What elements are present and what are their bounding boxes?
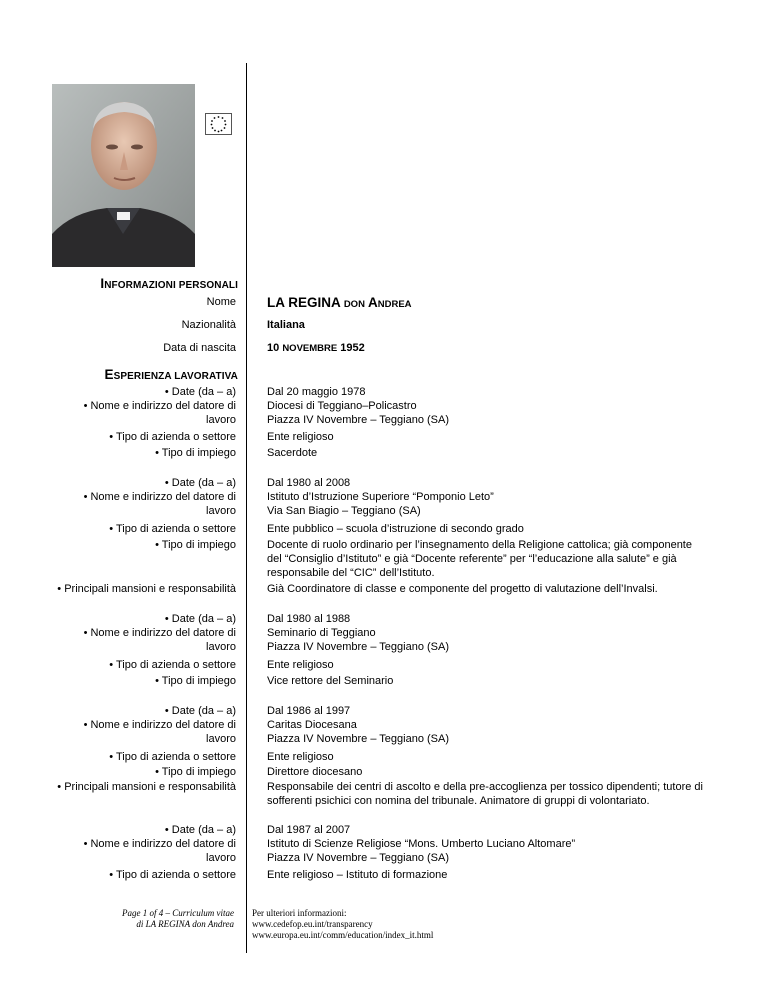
label-date: • Date (da – a) (164, 705, 236, 717)
label-employer-cont: lavoro (206, 641, 236, 653)
entry-address: Via San Biagio – Teggiano (SA) (267, 505, 421, 517)
label-employer-cont: lavoro (206, 852, 236, 864)
label-nazionalita: Nazionalità (181, 319, 236, 331)
label-employer: • Nome e indirizzo del datore di (83, 719, 236, 731)
label-employer-cont: lavoro (206, 505, 236, 517)
entry-address: Piazza IV Novembre – Teggiano (SA) (267, 414, 449, 426)
entry-sector: Ente religioso – Istituto di formazione (267, 869, 448, 881)
footer-link-europa[interactable]: www.europa.eu.int/comm/education/index_it.html (252, 930, 434, 940)
entry-sector: Ente religioso (267, 751, 334, 763)
label-data-nascita: Data di nascita (163, 342, 236, 354)
label-sector: • Tipo di azienda o settore (109, 523, 236, 535)
entry-date: Dal 1986 al 1997 (267, 705, 351, 717)
entry-sector: Ente pubblico – scuola d’istruzione di secondo grado (267, 523, 524, 535)
label-employer-cont: lavoro (206, 414, 236, 426)
entry-sector: Ente religioso (267, 431, 334, 443)
label-job: • Tipo di impiego (155, 675, 236, 687)
section-heading-personal: INFORMAZIONI PERSONALI (100, 276, 238, 291)
entry-date: Dal 1987 al 2007 (267, 824, 351, 836)
entry-date: Dal 1980 al 2008 (267, 477, 351, 489)
entry-job: Sacerdote (267, 447, 318, 459)
profile-photo (52, 84, 195, 267)
label-date: • Date (da – a) (164, 613, 236, 625)
footer-owner: di LA REGINA don Andrea (136, 919, 234, 929)
entry-job: Docente di ruolo ordinario per l’insegnamento della Religione cattolica; già componente del “Consiglio d’Istituto” e già “Docente referente” per “l’educazione alla salute” e già responsabile del “CIC” dell’Istituto. (267, 539, 692, 579)
label-sector: • Tipo di azienda o settore (109, 659, 236, 671)
label-employer: • Nome e indirizzo del datore di (83, 838, 236, 850)
footer-link-cedefop[interactable]: www.cedefop.eu.int/transparency (252, 919, 373, 929)
label-date: • Date (da – a) (164, 386, 236, 398)
section-heading-experience: ESPERIENZA LAVORATIVA (104, 367, 238, 382)
label-sector: • Tipo di azienda o settore (109, 431, 236, 443)
label-employer: • Nome e indirizzo del datore di (83, 491, 236, 503)
footer-page-number: Page 1 of 4 – Curriculum vitae (122, 908, 234, 918)
label-duties: • Principali mansioni e responsabilità (57, 781, 236, 793)
label-sector: • Tipo di azienda o settore (109, 869, 236, 881)
label-employer: • Nome e indirizzo del datore di (83, 400, 236, 412)
entry-job: Direttore diocesano (267, 766, 363, 778)
label-employer: • Nome e indirizzo del datore di (83, 627, 236, 639)
entry-sector: Ente religioso (267, 659, 334, 671)
eu-flag-icon (205, 113, 232, 135)
entry-address: Piazza IV Novembre – Teggiano (SA) (267, 641, 449, 653)
label-job: • Tipo di impiego (155, 539, 236, 551)
label-employer-cont: lavoro (206, 733, 236, 745)
entry-employer: Istituto di Scienze Religiose “Mons. Umberto Luciano Altomare” (267, 838, 576, 850)
entry-employer: Seminario di Teggiano (267, 627, 376, 639)
label-date: • Date (da – a) (164, 824, 236, 836)
footer-page-info (122, 908, 234, 930)
footer-info-label: Per ulteriori informazioni: (252, 908, 347, 918)
entry-date: Dal 20 maggio 1978 (267, 386, 366, 398)
entry-duties: Già Coordinatore di classe e componente del progetto di valutazione dell’Invalsi. (267, 583, 658, 595)
entry-address: Piazza IV Novembre – Teggiano (SA) (267, 852, 449, 864)
label-sector: • Tipo di azienda o settore (109, 751, 236, 763)
label-duties: • Principali mansioni e responsabilità (57, 583, 236, 595)
label-date: • Date (da – a) (164, 477, 236, 489)
entry-date: Dal 1980 al 1988 (267, 613, 351, 625)
value-data-nascita: 10 NOVEMBRE 1952 (267, 342, 365, 354)
label-nome: Nome (206, 296, 236, 308)
column-divider (246, 63, 247, 953)
entry-employer: Istituto d’Istruzione Superiore “Pomponio Leto” (267, 491, 494, 503)
entry-employer: Caritas Diocesana (267, 719, 357, 731)
entry-duties: Responsabile dei centri di ascolto e della pre-accoglienza per tossico dipendenti; tutore di sofferenti psichici con nomina del tribunale. Animatore di gruppi di volontariato. (267, 781, 703, 807)
entry-address: Piazza IV Novembre – Teggiano (SA) (267, 733, 449, 745)
label-job: • Tipo di impiego (155, 766, 236, 778)
entry-job: Vice rettore del Seminario (267, 675, 394, 687)
entry-employer: Diocesi di Teggiano–Policastro (267, 400, 417, 412)
value-nome: LA REGINA DON ANDREA (267, 295, 412, 310)
value-nazionalita: Italiana (267, 319, 305, 331)
footer-links (252, 908, 433, 941)
label-job: • Tipo di impiego (155, 447, 236, 459)
